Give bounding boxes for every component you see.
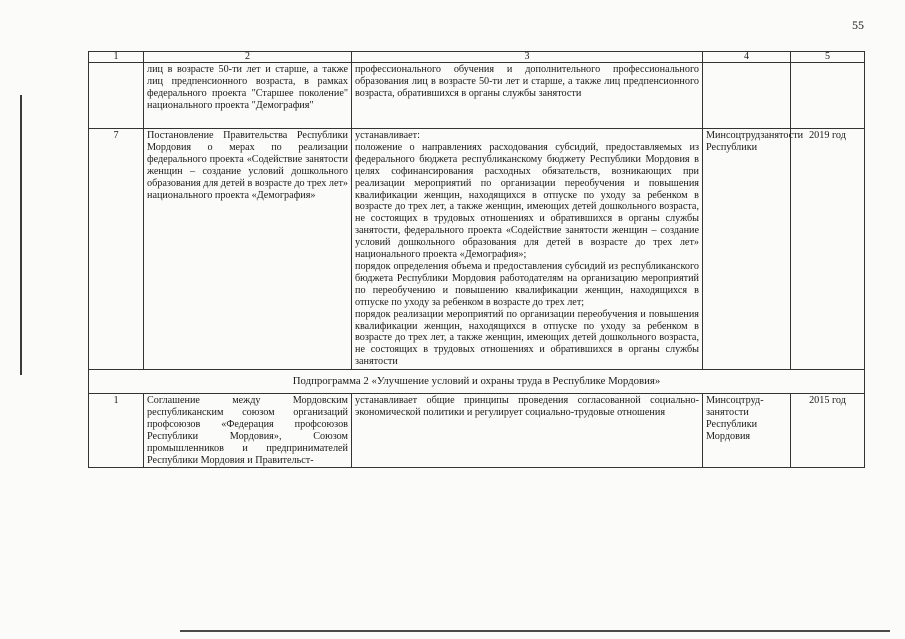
row1-act: Соглашение между Мордовским республиканским союзом организаций профсоюзов «Федерация профсоюзов Республики Мордовия», Союзом промышленников и предпринимателей Республики Мордовия и Правительст- [144,394,352,468]
row1-content: устанавливает общие принципы проведения согласованной социально-экономической политики и регулирует социально-трудовые отношения [352,394,703,468]
header-col-3: 3 [352,52,703,63]
header-col-2: 2 [144,52,352,63]
cont-responsible-cell [703,63,791,129]
cont-act-cell: лиц в возрасте 50-ти лет и старше, а также лиц предпенсионного возраста, в рамках федерального проекта "Старшее поколение" национального проекта "Демография" [144,63,352,129]
cont-num-cell [89,63,144,129]
legal-acts-table [88,51,865,468]
table-header-row [89,52,865,63]
row7-date: 2019 год [791,129,865,370]
row7-content [352,129,703,370]
row7-content-p2: порядок определения объема и предоставления субсидий из республиканского бюджета Республики Мордовия работодателям на организацию мероприятий по переобучению и повышению квалификации женщин, находящихся в отпуске по уходу за ребенком в возрасте до трех лет; [355,260,699,308]
table-row-7 [89,129,865,370]
cont-content-cell: профессионального обучения и дополнительного профессионального образования лиц в возрасте 50-ти лет и старше, а также лиц предпенсионного возраста, обратившихся в органы службы занятости [352,63,703,129]
row7-content-p1: положение о направлениях расходования субсидий, предоставляемых из федерального бюджета республиканскому бюджету Республики Мордовия в целях софинансирования расходных обязательств, возникающих при реализации мероприятий по организации переобучения и повышения квалификации женщин, находящихся в отпуске по уходу за ребенком в возрасте до трех лет, а также женщин, имеющих детей дошкольного возраста, не состоящих в трудовых отношениях и обратившихся в органы службы занятости, федерального проекта «Содействие занятости женщин – создание условий дошкольного образования для детей в возрасте до трех лет» национального проекта «Демография»; [355,141,699,261]
row7-content-p3: порядок реализации мероприятий по организации переобучения и повышения квалификации женщин, находящихся в отпуске по уходу за ребенком в возрасте до трех лет, а также женщин, имеющих детей дошкольного возраста, не состоящих в трудовых отношениях и обратившихся в органы службы занятости [355,308,699,368]
cont-date-cell [791,63,865,129]
header-col-1: 1 [89,52,144,63]
row1-responsible: Минсоцтруд-занятости Республики Мордовия [703,394,791,468]
scan-margin-line [20,95,22,375]
row7-responsible: Минсоцтрудзанятости Республики [703,129,791,370]
row7-content-intro: устанавливает: [355,130,420,141]
row7-num: 7 [89,129,144,370]
subprogram-row [89,370,865,394]
subprogram-title: Подпрограмма 2 «Улучшение условий и охраны труда в Республике Мордовия» [89,370,865,394]
row1-date: 2015 год [791,394,865,468]
row1-num: 1 [89,394,144,468]
scan-bottom-line [180,630,890,632]
table-row-continuation [89,63,865,129]
row7-act: Постановление Правительства Республики Мордовия о мерах по реализации федерального проекта «Содействие занятости женщин – создание условий дошкольного образования для детей в возрасте до трех лет» национального проекта «Демография» [144,129,352,370]
page-number: 55 [852,18,864,32]
header-col-5: 5 [791,52,865,63]
header-col-4: 4 [703,52,791,63]
table-row-1 [89,394,865,468]
